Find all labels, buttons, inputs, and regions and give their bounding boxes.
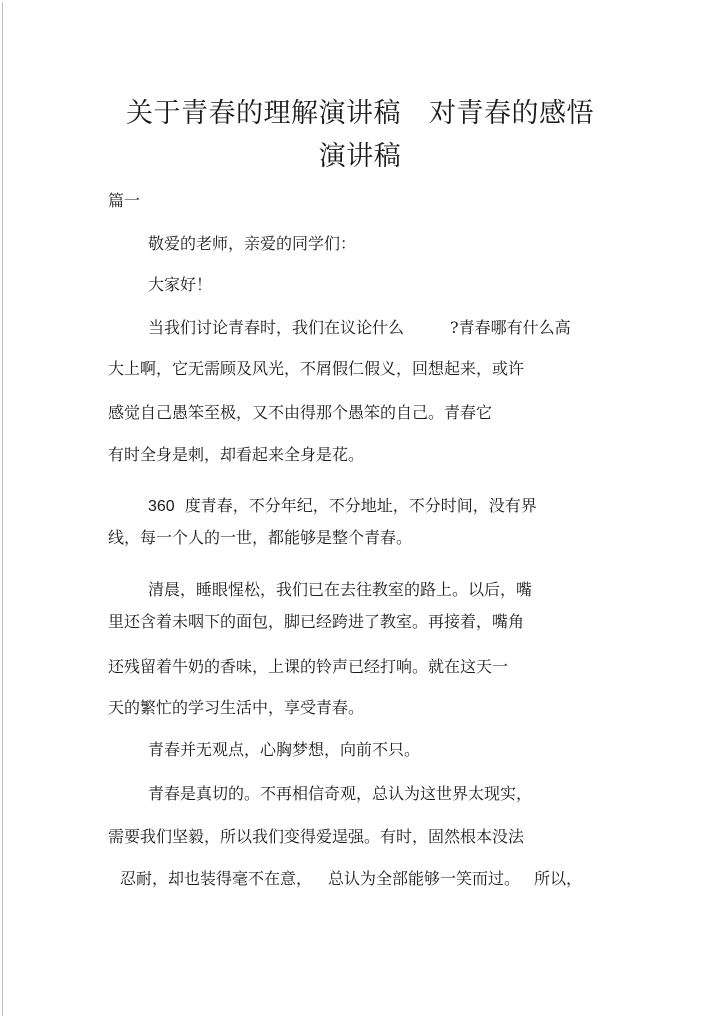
paragraph-1-line-1-b: ?青春哪有什么高 — [450, 318, 571, 337]
paragraph-5-line-1: 青春是真切的。不再相信奇观，总认为这世界太现实， — [148, 784, 533, 803]
paragraph-5-line-2: 需要我们坚毅，所以我们变得爱逞强。有时，固然根本没法 — [108, 827, 525, 846]
document-title-line-2: 演讲稿 — [318, 141, 402, 172]
paragraph-1-line-1 — [148, 317, 571, 339]
paragraph-1-line-2: 大上啊，它无需顾及风光，不屑假仁假义，回想起来，或许 — [108, 359, 525, 378]
paragraph-1-line-3: 感觉自己愚笨至极，又不由得那个愚笨的自己。青春它 — [108, 403, 493, 422]
paragraph-2-line-1-text: 度青春，不分年纪，不分地址，不分时间，没有界 — [184, 496, 537, 515]
salutation: 敬爱的老师，亲爱的同学们： — [148, 234, 357, 253]
paragraph-3-line-4: 天的繁忙的学习生活中，享受青春。 — [108, 698, 365, 717]
paragraph-1-line-1-a: 当我们讨论青春时，我们在议论什么 — [148, 318, 405, 337]
document-title — [0, 96, 720, 132]
paragraph-3-line-2: 里还含着未咽下的面包，脚已经跨进了教室。再接着，嘴角 — [108, 612, 525, 631]
paragraph-2-number: 360 — [148, 498, 175, 515]
title-part-2: 对青春的感悟 — [429, 98, 594, 129]
paragraph-5-line-3-c: 所以， — [534, 869, 583, 888]
greeting: 大家好！ — [148, 275, 213, 294]
title-part-1: 关于青春的理解演讲稿 — [126, 98, 401, 129]
paragraph-3-line-1: 清晨，睡眼惺松，我们已在去往教室的路上。以后，嘴 — [148, 580, 533, 599]
paragraph-2-line-1 — [148, 495, 537, 518]
paragraph-5-line-3-a: 忍耐，却也装得毫不在意， — [120, 869, 313, 888]
paragraph-3-line-3: 还残留着牛奶的香味，上课的铃声已经打响。就在这天一 — [108, 657, 509, 676]
paragraph-4: 青春并无观点，心胸梦想，向前不只。 — [148, 740, 421, 759]
paragraph-5-line-3-b: 总认为全部能够一笑而过。 — [328, 869, 521, 888]
paragraph-1-line-4: 有时全身是刺，却看起来全身是花。 — [108, 445, 365, 464]
paragraph-5-line-3 — [120, 868, 582, 890]
paragraph-2-line-2: 线，每一个人的一世，都能够是整个青春。 — [108, 528, 413, 547]
section-label: 篇一 — [108, 191, 141, 210]
